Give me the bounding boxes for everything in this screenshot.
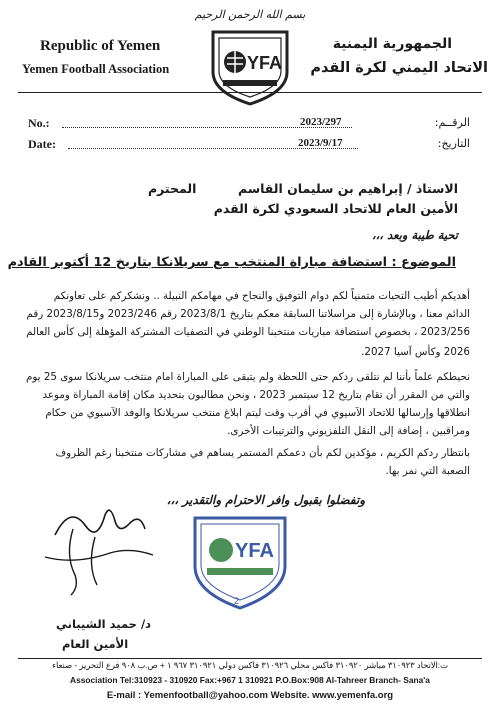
addressee-honorific: المحترم: [148, 181, 197, 196]
stamp-number: 2: [234, 596, 240, 606]
ref-number: 2023/297: [300, 116, 342, 128]
body-line-1: أهديكم أطيب التحيات متمنياً لكم دوام التوفيق والنجاح في مهامكم النبيلة .. ونشكركم على تعاونكم: [53, 290, 470, 302]
greeting: تحية طيبة وبعد ،،،: [371, 228, 458, 242]
date-label: Date:: [28, 137, 56, 151]
signatory-name: د/ حميد الشيباني: [56, 617, 152, 631]
body-line-7: انطلاقها وإرسالها للاتحاد الآسيوي في أقرب وقت ليتم ابلاغ منتخب سريلانكا والوفد الآسيوي من حكام: [45, 407, 470, 419]
body-line-10: الصعبة التي نمر بها.: [385, 465, 470, 477]
no-label: No.:: [28, 116, 50, 130]
body-line-3: 2023/256 ، بخصوص استضافة مباريات منتخبنا الوطني في التصفيات المشتركة المؤهلة إلى كأس العالم: [26, 326, 470, 338]
addressee-line2: الأمين العام للاتحاد السعودي لكرة القدم: [213, 201, 458, 216]
footer-divider: [18, 658, 482, 659]
ar-country: الجمهورية اليمنية: [332, 36, 452, 52]
body-line-2: الدائم معنا ، وبالإشارة إلى مراسلاتنا السابقة معكم بتاريخ 2023/8/1 رقم 2023/246 و2023/8/15 رقم: [26, 308, 470, 320]
date-value: 2023/9/17: [298, 137, 343, 149]
footer-en-line: Association Tel:310923 - 310920 Fax:+967 1 310921 P.O.Box:908 Al-Tahreer Branch- Sana'a: [70, 675, 430, 685]
en-country: Republic of Yemen: [40, 38, 161, 54]
body-line-8: ومراقبين ، إضافة إلى النقل التلفزيوني والترتيبات الأخرى.: [227, 425, 470, 437]
signature: [35, 495, 165, 605]
yfa-logo: [205, 28, 295, 106]
addressee-line1: الاستاذ / إبراهيم بن سليمان القاسم: [238, 181, 458, 196]
en-org: Yemen Football Association: [22, 62, 170, 76]
official-stamp: [185, 512, 295, 612]
body-line-5: نحيطكم علماً بأننا لم نتلقى ردكم حتى اللحظة ولم يتبقى على المباراة امام منتخب سريلانكا سوى 25 يوم: [25, 371, 470, 383]
svg-text:YFA: YFA: [247, 53, 283, 73]
body-line-9: بانتظار ردكم الكريم ، مؤكدين لكم بأن دعمكم المستمر يساهم في مشاركات منتخبنا رغم الظروف: [55, 447, 470, 459]
ar-org: الاتحاد اليمني لكرة القدم: [310, 60, 488, 76]
header-divider: [18, 92, 482, 93]
signature-icon: [35, 495, 165, 605]
footer-ar-line: ت:الاتحاد ٣١٠٩٢٣ مباشر ٣١٠٩٢٠ فاكس محلي ٣١٠٩٢٦ فاكس دولي ٣١٠٩٢١ ٩٦٧ ١ + ص.ب ٩٠٨ فرع التحرير - صنعاء: [52, 660, 448, 670]
body-line-4: 2026 وكأس آسيا 2027.: [361, 346, 470, 358]
closing-line: وتفضلوا بقبول وافر الاحترام والتقدير ،،،: [166, 493, 365, 507]
date-ar-label: التاريخ:: [437, 137, 470, 150]
yfa-logo-icon: [205, 28, 295, 106]
svg-text:YFA: YFA: [235, 540, 274, 562]
subject-line: الموضوع : استضافة مباراة المنتخب مع سريلانكا بتاريخ 12 أكتوبر القادم: [7, 255, 456, 270]
footer-email-line: E-mail : Yemenfootball@yahoo.com Website. www.yemenfa.org: [106, 690, 394, 701]
stamp-icon: [185, 512, 295, 612]
signatory-title: الأمين العام: [62, 637, 129, 651]
ref-label: الرقــم:: [434, 116, 470, 129]
body-line-6: والتي من المقرر أن تقام بتاريخ 12 سبتمبر 2023 ، ونحن مطالبون بتحديد مكان إقامة المباراة وموعد: [42, 389, 470, 401]
basmala: بسم الله الرحمن الرحيم: [194, 8, 306, 21]
